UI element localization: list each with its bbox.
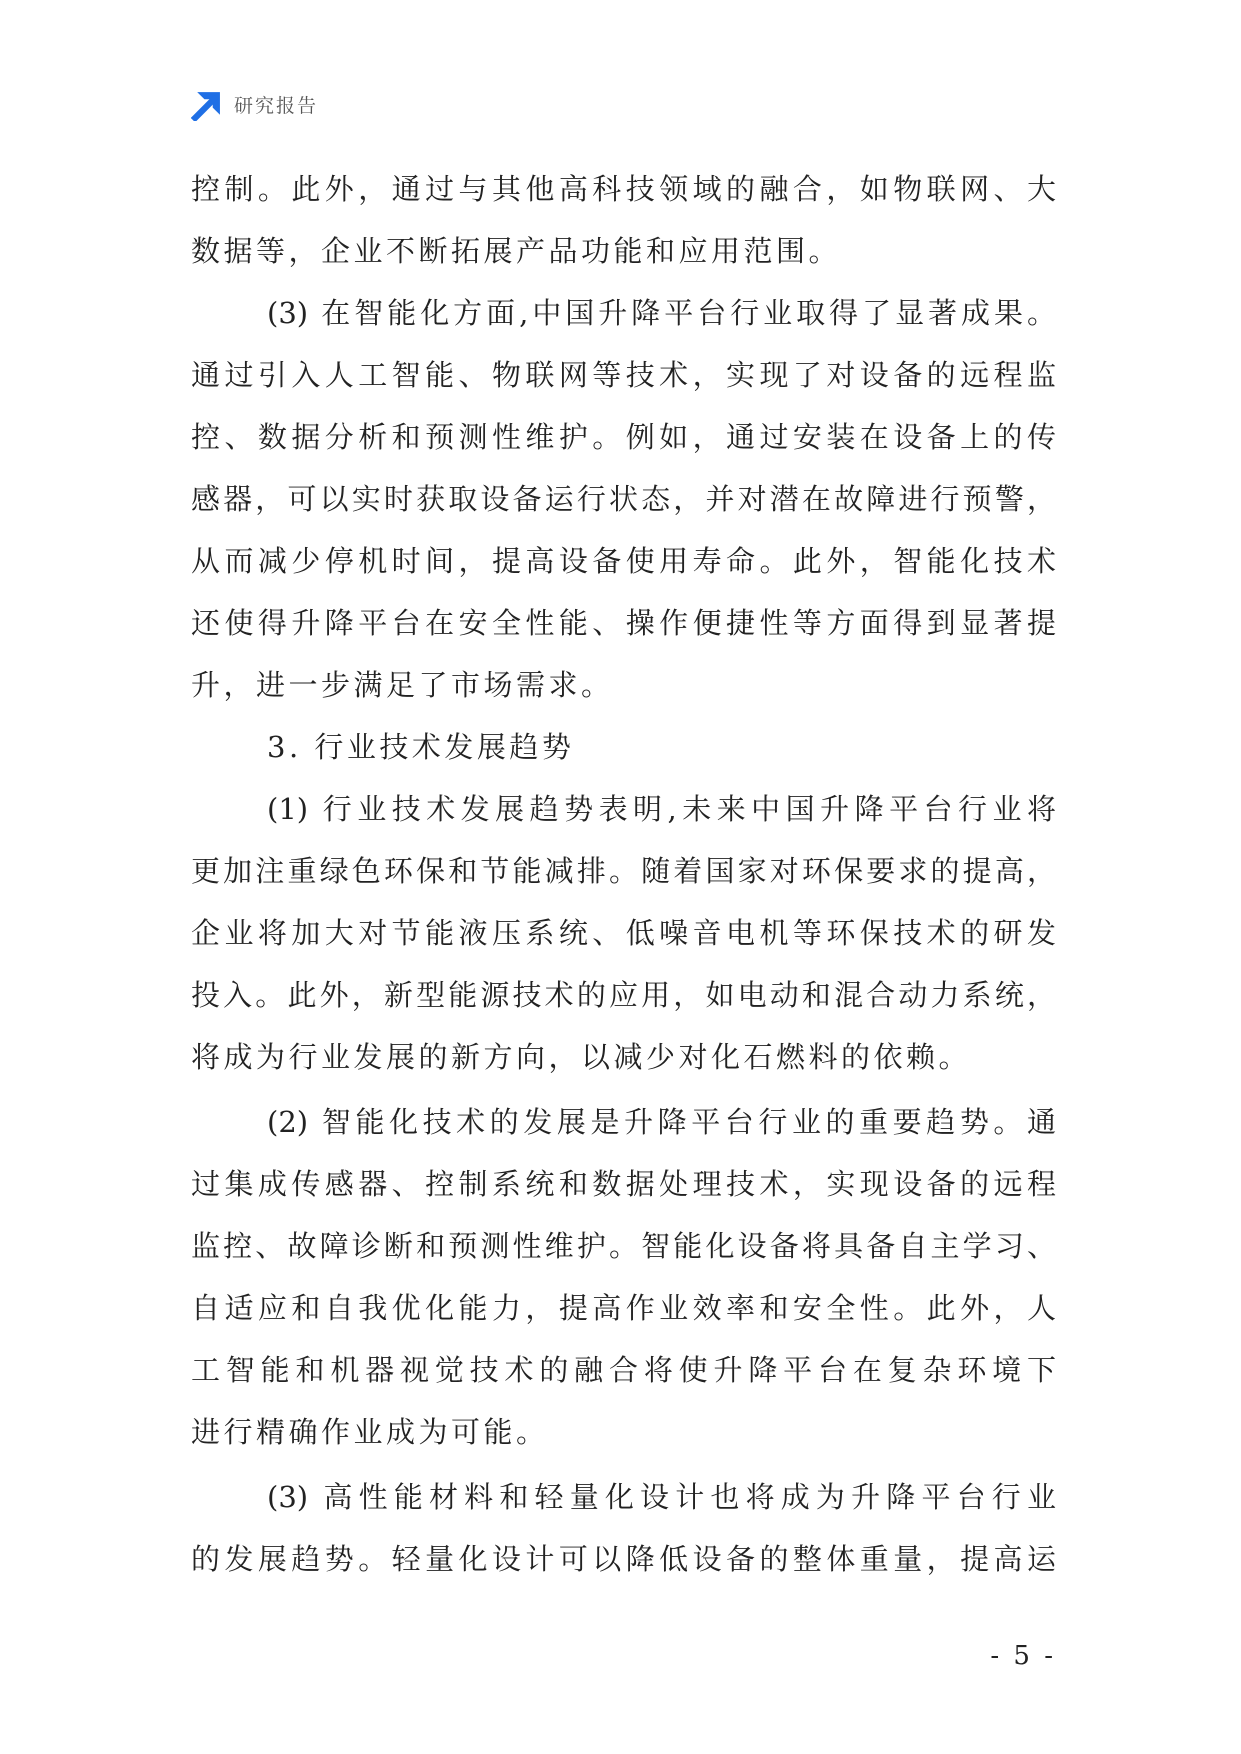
page-number: - 5 -: [990, 1641, 1056, 1671]
text-line: (3) 在智能化方面,中国升降平台行业取得了显著成果。: [267, 296, 1056, 330]
text-line: 的发展趋势。轻量化设计可以降低设备的整体重量，提高运: [191, 1542, 1056, 1576]
text-line: 升，进一步满足了市场需求。: [191, 668, 614, 702]
report-arrow-logo-icon: [191, 90, 222, 121]
text-line: 更加注重绿色环保和节能减排。随着国家对环保要求的提高，: [191, 854, 1056, 888]
text-line: 工智能和机器视觉技术的融合将使升降平台在复杂环境下: [191, 1353, 1056, 1387]
text-line: 控、数据分析和预测性维护。例如，通过安装在设备上的传: [191, 420, 1056, 454]
text-line: 数据等，企业不断拓展产品功能和应用范围。: [191, 234, 842, 268]
paragraph: [191, 778, 1056, 1088]
text-line: 将成为行业发展的新方向，以减少对化石燃料的依赖。: [191, 1040, 972, 1074]
paragraph: [191, 158, 1056, 282]
paragraph: [191, 282, 1056, 716]
text-line: 控制。此外，通过与其他高科技领域的融合，如物联网、大: [191, 172, 1056, 206]
text-line: 自适应和自我优化能力，提高作业效率和安全性。此外，人: [191, 1291, 1056, 1325]
text-line: (2) 智能化技术的发展是升降平台行业的重要趋势。通: [267, 1105, 1056, 1139]
paragraph: [191, 1466, 1056, 1590]
text-line: 过集成传感器、控制系统和数据处理技术，实现设备的远程: [191, 1167, 1056, 1201]
text-line: 还使得升降平台在安全性能、操作便捷性等方面得到显著提: [191, 606, 1056, 640]
body-text: [191, 158, 1056, 1590]
paragraph: [191, 1091, 1056, 1463]
text-line: 从而减少停机时间，提高设备使用寿命。此外，智能化技术: [191, 544, 1056, 578]
text-line: 监控、故障诊断和预测性维护。智能化设备将具备自主学习、: [191, 1229, 1056, 1263]
text-line: 感器，可以实时获取设备运行状态，并对潜在故障进行预警，: [191, 482, 1056, 516]
section: [191, 716, 1056, 778]
text-line: 投入。此外，新型能源技术的应用，如电动和混合动力系统，: [191, 978, 1056, 1012]
text-line: 通过引入人工智能、物联网等技术，实现了对设备的远程监: [191, 358, 1056, 392]
text-line: (1) 行业技术发展趋势表明,未来中国升降平台行业将: [267, 792, 1056, 826]
text-line: 企业将加大对节能液压系统、低噪音电机等环保技术的研发: [191, 916, 1056, 950]
header-title: 研究报告: [234, 95, 319, 117]
text-line: 进行精确作业成为可能。: [191, 1415, 549, 1449]
section-heading: 3. 行业技术发展趋势: [267, 730, 575, 764]
text-line: (3) 高性能材料和轻量化设计也将成为升降平台行业: [267, 1480, 1056, 1514]
